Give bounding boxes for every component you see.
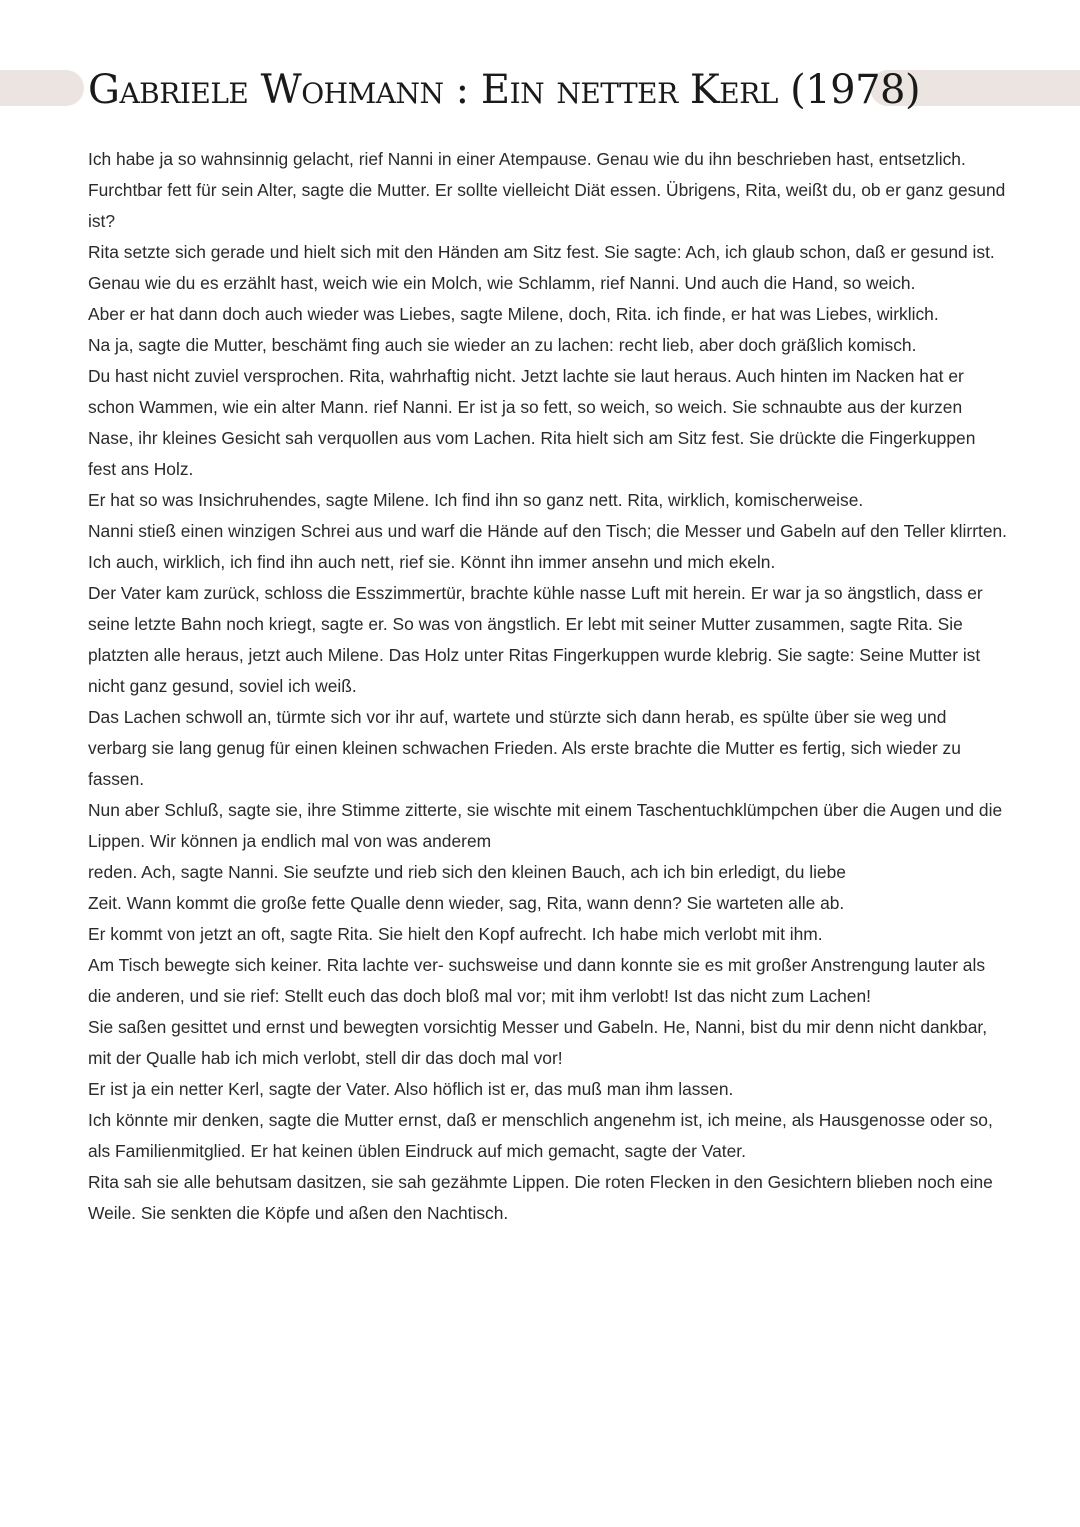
paragraph: Du hast nicht zuviel versprochen. Rita, wahrhaftig nicht. Jetzt lachte sie laut heraus. Auch hinten im Nacken hat er schon Wammen, wie ein alter Mann. rief Nanni. Er ist ja so fett, so weich, so weich. Sie schnaubte aus der kurzen Nase, ihr kleines Gesicht sah verquollen aus vom Lachen. Rita hielt sich am Sitz fest. Sie drückte die Fingerkuppen fest ans Holz.: [88, 366, 976, 479]
paragraph: Nanni stieß einen winzigen Schrei aus und warf die Hände auf den Tisch; die Messer und Gabeln auf den Teller klirrten.: [88, 521, 1008, 541]
paragraph: Er ist ja ein netter Kerl, sagte der Vater. Also höflich ist er, das muß man ihm lassen.: [88, 1079, 734, 1099]
story-text: [88, 144, 1008, 1229]
paragraph: Furchtbar fett für sein Alter, sagte die Mutter. Er sollte vielleicht Diät essen. Übrigens, Rita, weißt du, ob er ganz gesund ist?: [88, 180, 1006, 231]
paragraph: Das Lachen schwoll an, türmte sich vor ihr auf, wartete und stürzte sich dann herab, es spülte über sie weg und verbarg sie lang genug für einen kleinen schwachen Frieden. Als erste brachte die Mutter es fertig, sich wieder zu fassen.: [88, 707, 961, 789]
paragraph: Aber er hat dann doch auch wieder was Liebes, sagte Milene, doch, Rita. ich finde, er hat was Liebes, wirklich.: [88, 304, 939, 324]
paragraph: reden. Ach, sagte Nanni. Sie seufzte und rieb sich den kleinen Bauch, ach ich bin erledigt, du liebe: [88, 862, 846, 882]
paragraph: Ich könnte mir denken, sagte die Mutter ernst, daß er menschlich angenehm ist, ich meine, als Hausgenosse oder so, als Familienmitglied. Er hat keinen üblen Eindruck auf mich gemacht, sagte der Vater.: [88, 1110, 993, 1161]
paragraph: Rita sah sie alle behutsam dasitzen, sie sah gezähmte Lippen. Die roten Flecken in den Gesichtern blieben noch eine Weile. Sie senkten die Köpfe und aßen den Nachtisch.: [88, 1172, 993, 1223]
title-decoration-left: [0, 70, 84, 106]
paragraph: Ich habe ja so wahnsinnig gelacht, rief Nanni in einer Atempause. Genau wie du ihn beschrieben hast, entsetzlich.: [88, 149, 966, 169]
document-title: Gabriele Wohmann : Ein netter Kerl (1978): [88, 67, 921, 113]
paragraph: Zeit. Wann kommt die große fette Qualle denn wieder, sag, Rita, wann denn? Sie warteten alle ab.: [88, 893, 845, 913]
paragraph: Er hat so was Insichruhendes, sagte Milene. Ich find ihn so ganz nett. Rita, wirklich, komischerweise.: [88, 490, 864, 510]
paragraph: Am Tisch bewegte sich keiner. Rita lachte ver- suchsweise und dann konnte sie es mit großer Anstrengung lauter als die anderen, und sie rief: Stellt euch das doch bloß mal vor; mit ihm verlobt! Ist das nicht zum Lachen!: [88, 955, 986, 1006]
paragraph: Sie saßen gesittet und ernst und bewegten vorsichtig Messer und Gabeln. He, Nanni, bist du mir denn nicht dankbar, mit der Qualle hab ich mich verlobt, stell dir das doch mal vor!: [88, 1017, 988, 1068]
paragraph: Rita setzte sich gerade und hielt sich mit den Händen am Sitz fest. Sie sagte: Ach, ich glaub schon, daß er gesund ist. Genau wie du es erzählt hast, weich wie ein Molch, wie Schlamm, rief Nanni. Und auch die Hand, so weich.: [88, 242, 995, 293]
paragraph: Nun aber Schluß, sagte sie, ihre Stimme zitterte, sie wischte mit einem Taschentuchklümpchen über die Augen und die Lippen. Wir können ja endlich mal von was anderem: [88, 800, 1003, 851]
paragraph: Er kommt von jetzt an oft, sagte Rita. Sie hielt den Kopf aufrecht. Ich habe mich verlobt mit ihm.: [88, 924, 823, 944]
paragraph: Ich auch, wirklich, ich find ihn auch nett, rief sie. Könnt ihn immer ansehn und mich ekeln.: [88, 552, 776, 572]
paragraph: Na ja, sagte die Mutter, beschämt fing auch sie wieder an zu lachen: recht lieb, aber doch gräßlich komisch.: [88, 335, 917, 355]
paragraph: Der Vater kam zurück, schloss die Esszimmertür, brachte kühle nasse Luft mit herein. Er war ja so ängstlich, dass er seine letzte Bahn noch kriegt, sagte er. So was von ängstlich. Er lebt mit seiner Mutter zusammen, sagte Rita. Sie platzten alle heraus, jetzt auch Milene. Das Holz unter Ritas Fingerkuppen wurde klebrig. Sie sagte: Seine Mutter ist nicht ganz gesund, soviel ich weiß.: [88, 583, 983, 696]
